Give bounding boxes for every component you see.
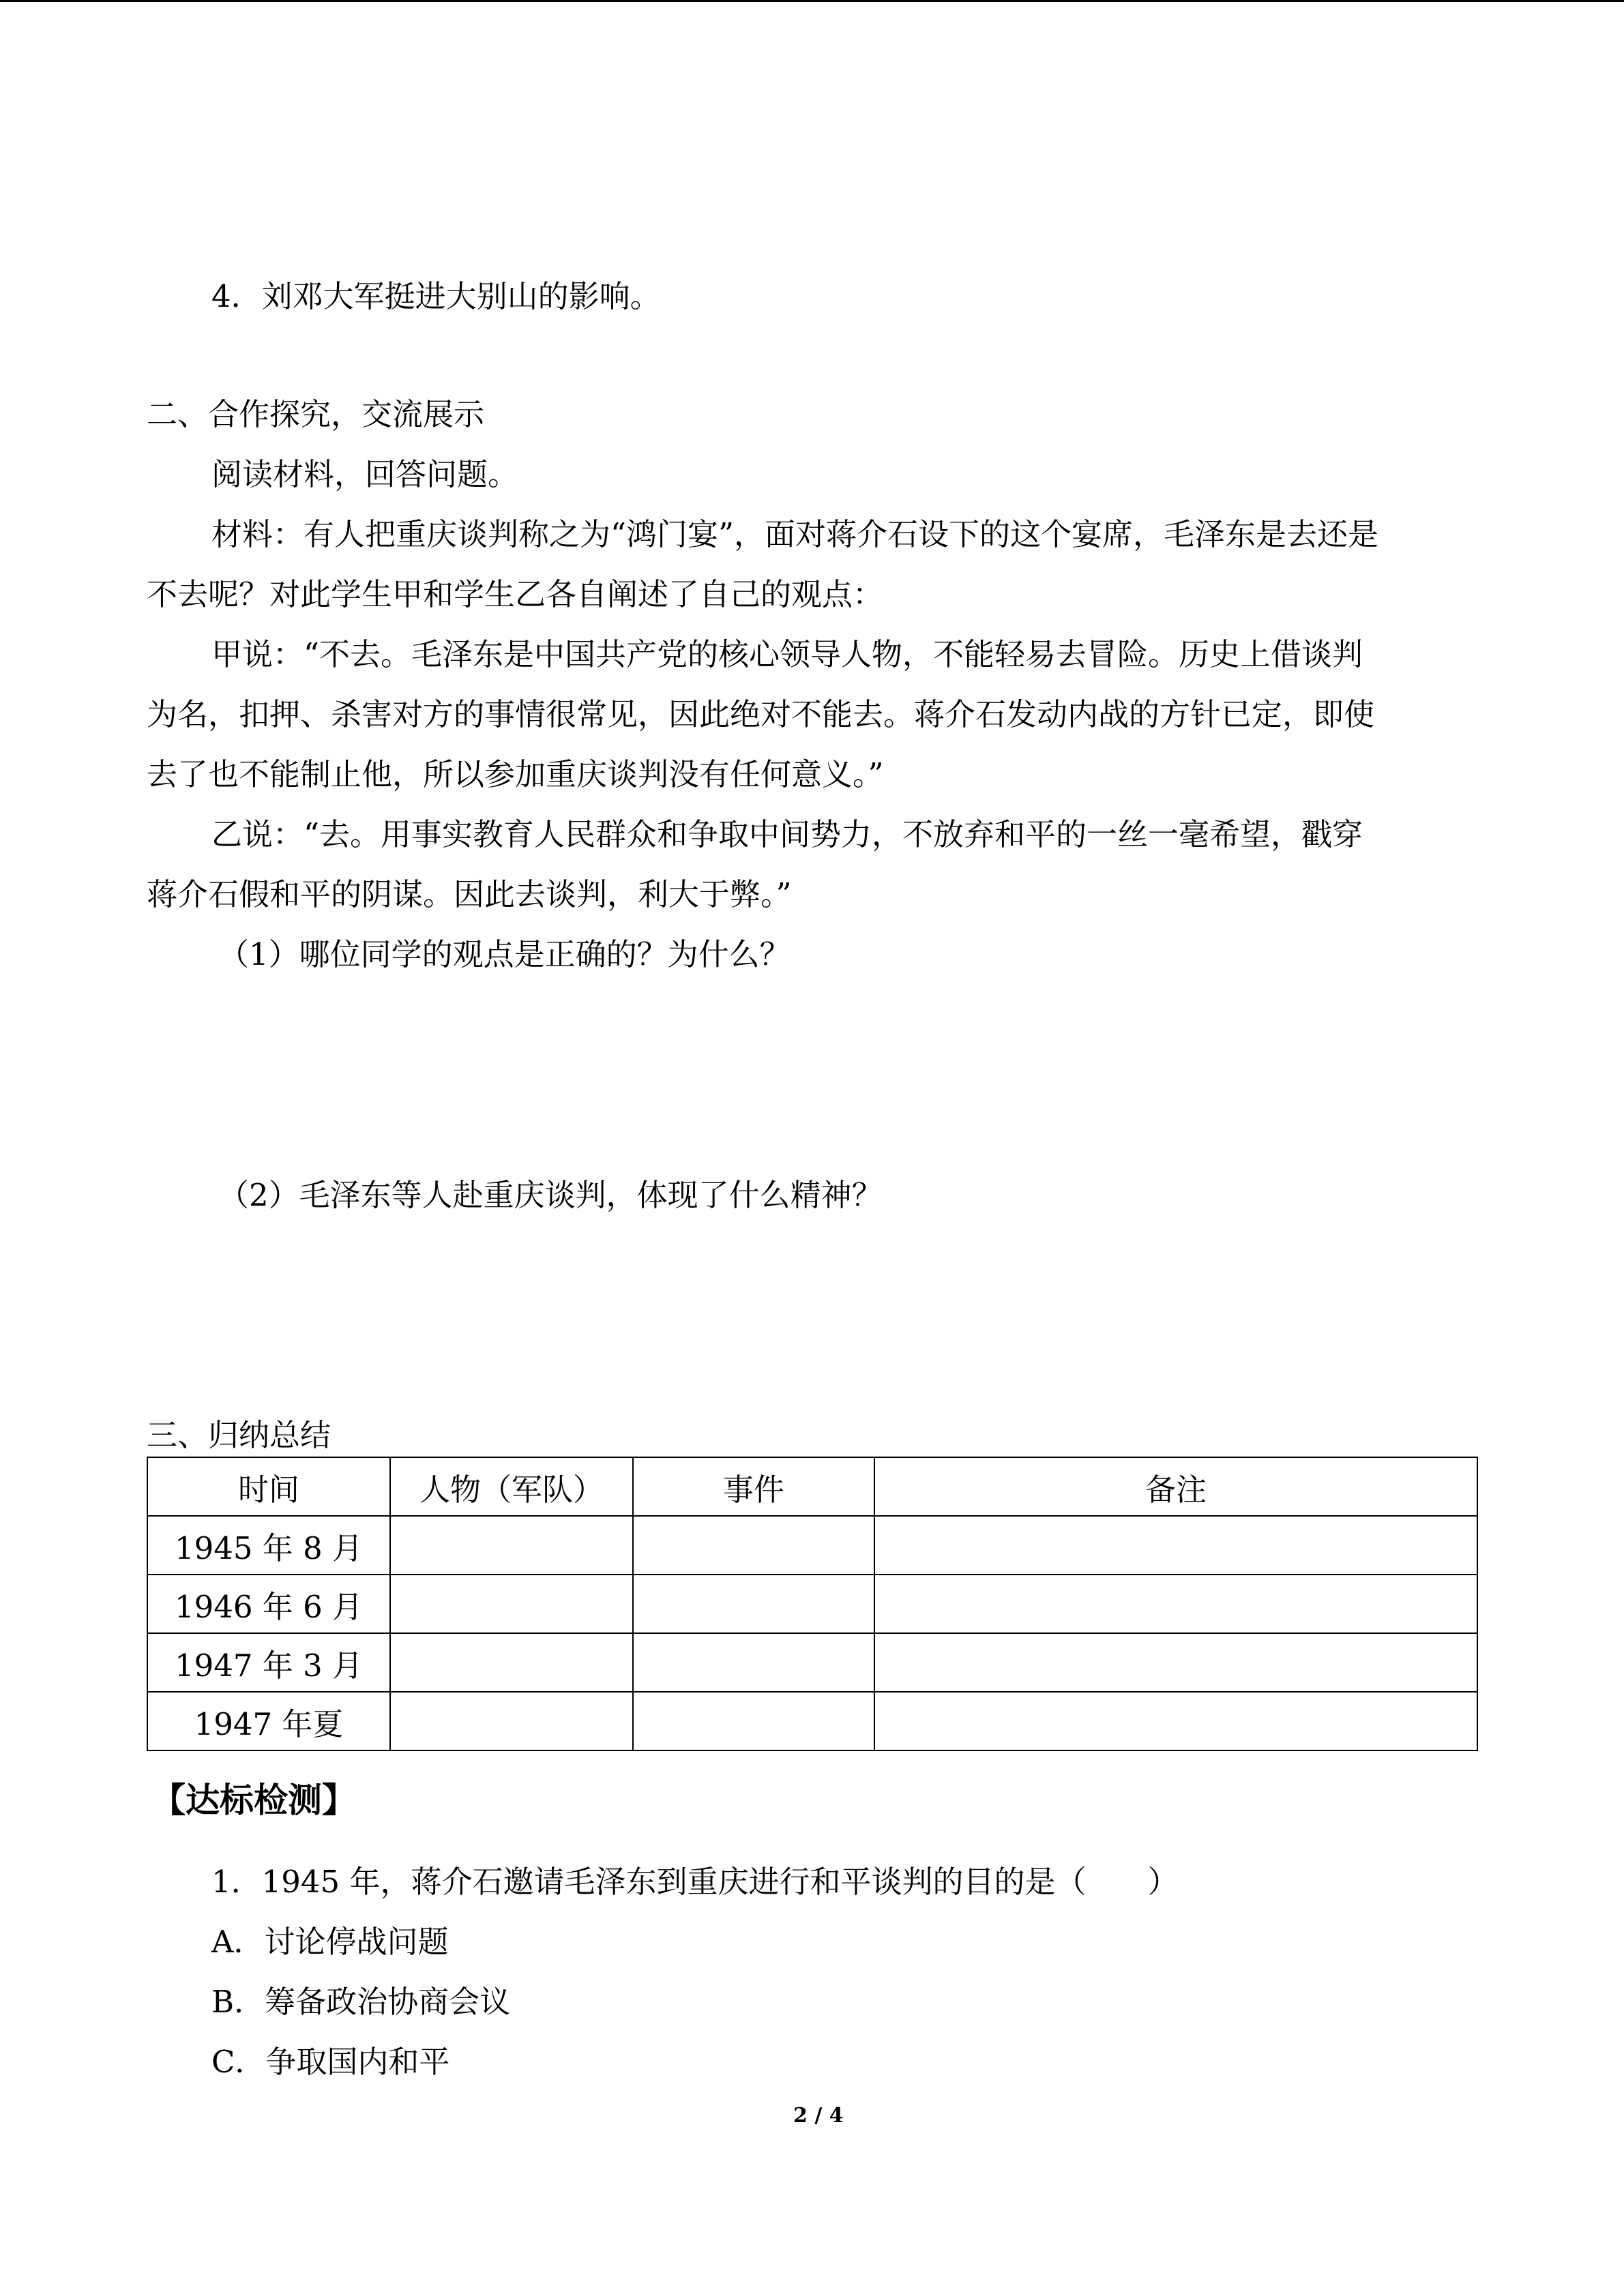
table-row	[147, 1516, 1477, 1575]
cell-time: 1947 年夏	[147, 1692, 390, 1750]
jia-line-1: 甲说：“不去。毛泽东是中国共产党的核心领导人物，不能轻易去冒险。历史上借谈判	[211, 636, 1363, 672]
cell-time: 1947 年 3 月	[147, 1633, 390, 1692]
material-line-1: 材料：有人把重庆谈判称之为“鸿门宴”，面对蒋介石设下的这个宴席，毛泽东是去还是	[211, 516, 1379, 552]
cell-event[interactable]	[633, 1633, 874, 1692]
question-2: （2）毛泽东等人赴重庆谈判，体现了什么精神？	[218, 1177, 883, 1213]
page-number: 2 / 4	[793, 2104, 844, 2128]
header-person: 人物（军队）	[390, 1457, 633, 1516]
header-event: 事件	[633, 1457, 874, 1516]
cell-person[interactable]	[390, 1516, 633, 1575]
cell-person[interactable]	[390, 1692, 633, 1750]
cell-event[interactable]	[633, 1575, 874, 1633]
cell-notes[interactable]	[874, 1692, 1477, 1750]
header-time: 时间	[147, 1457, 390, 1516]
table-row	[147, 1692, 1477, 1750]
cell-time: 1945 年 8 月	[147, 1516, 390, 1575]
table-row	[147, 1633, 1477, 1692]
summary-table	[147, 1457, 1478, 1751]
cell-event[interactable]	[633, 1692, 874, 1750]
cell-notes[interactable]	[874, 1633, 1477, 1692]
item-4-text: 4．刘邓大军挺进大别山的影响。	[211, 278, 661, 314]
assessment-question-1: 1．1945 年，蒋介石邀请毛泽东到重庆进行和平谈判的目的是（ ）	[211, 1864, 1179, 1900]
top-border-line	[0, 0, 1624, 2]
table-row	[147, 1575, 1477, 1633]
jia-line-2: 为名，扣押、杀害对方的事情很常见，因此绝对不能去。蒋介石发动内战的方针已定，即使	[147, 696, 1375, 732]
cell-notes[interactable]	[874, 1516, 1477, 1575]
yi-line-1: 乙说：“去。用事实教育人民群众和争取中间势力，不放弃和平的一丝一毫希望，戳穿	[211, 816, 1363, 852]
option-b[interactable]: B．筹备政治协商会议	[211, 1984, 511, 2020]
jia-line-3: 去了也不能制止他，所以参加重庆谈判没有任何意义。”	[147, 756, 884, 792]
cell-person[interactable]	[390, 1575, 633, 1633]
cell-notes[interactable]	[874, 1575, 1477, 1633]
instruction-text: 阅读材料，回答问题。	[211, 456, 519, 492]
section-3-title: 三、归纳总结	[147, 1417, 331, 1453]
cell-time: 1946 年 6 月	[147, 1575, 390, 1633]
header-notes: 备注	[874, 1457, 1477, 1516]
section-2-title: 二、合作探究，交流展示	[147, 396, 485, 432]
material-line-2: 不去呢？对此学生甲和学生乙各自阐述了自己的观点：	[147, 576, 884, 612]
cell-event[interactable]	[633, 1516, 874, 1575]
yi-line-2: 蒋介石假和平的阴谋。因此去谈判，利大于弊。”	[147, 876, 792, 912]
assessment-heading: 【达标检测】	[151, 1780, 356, 1820]
cell-person[interactable]	[390, 1633, 633, 1692]
option-c[interactable]: C．争取国内和平	[211, 2044, 450, 2080]
option-a[interactable]: A．讨论停战问题	[211, 1924, 449, 1960]
question-1: （1）哪位同学的观点是正确的？为什么？	[218, 936, 791, 972]
table-header-row	[147, 1457, 1477, 1516]
